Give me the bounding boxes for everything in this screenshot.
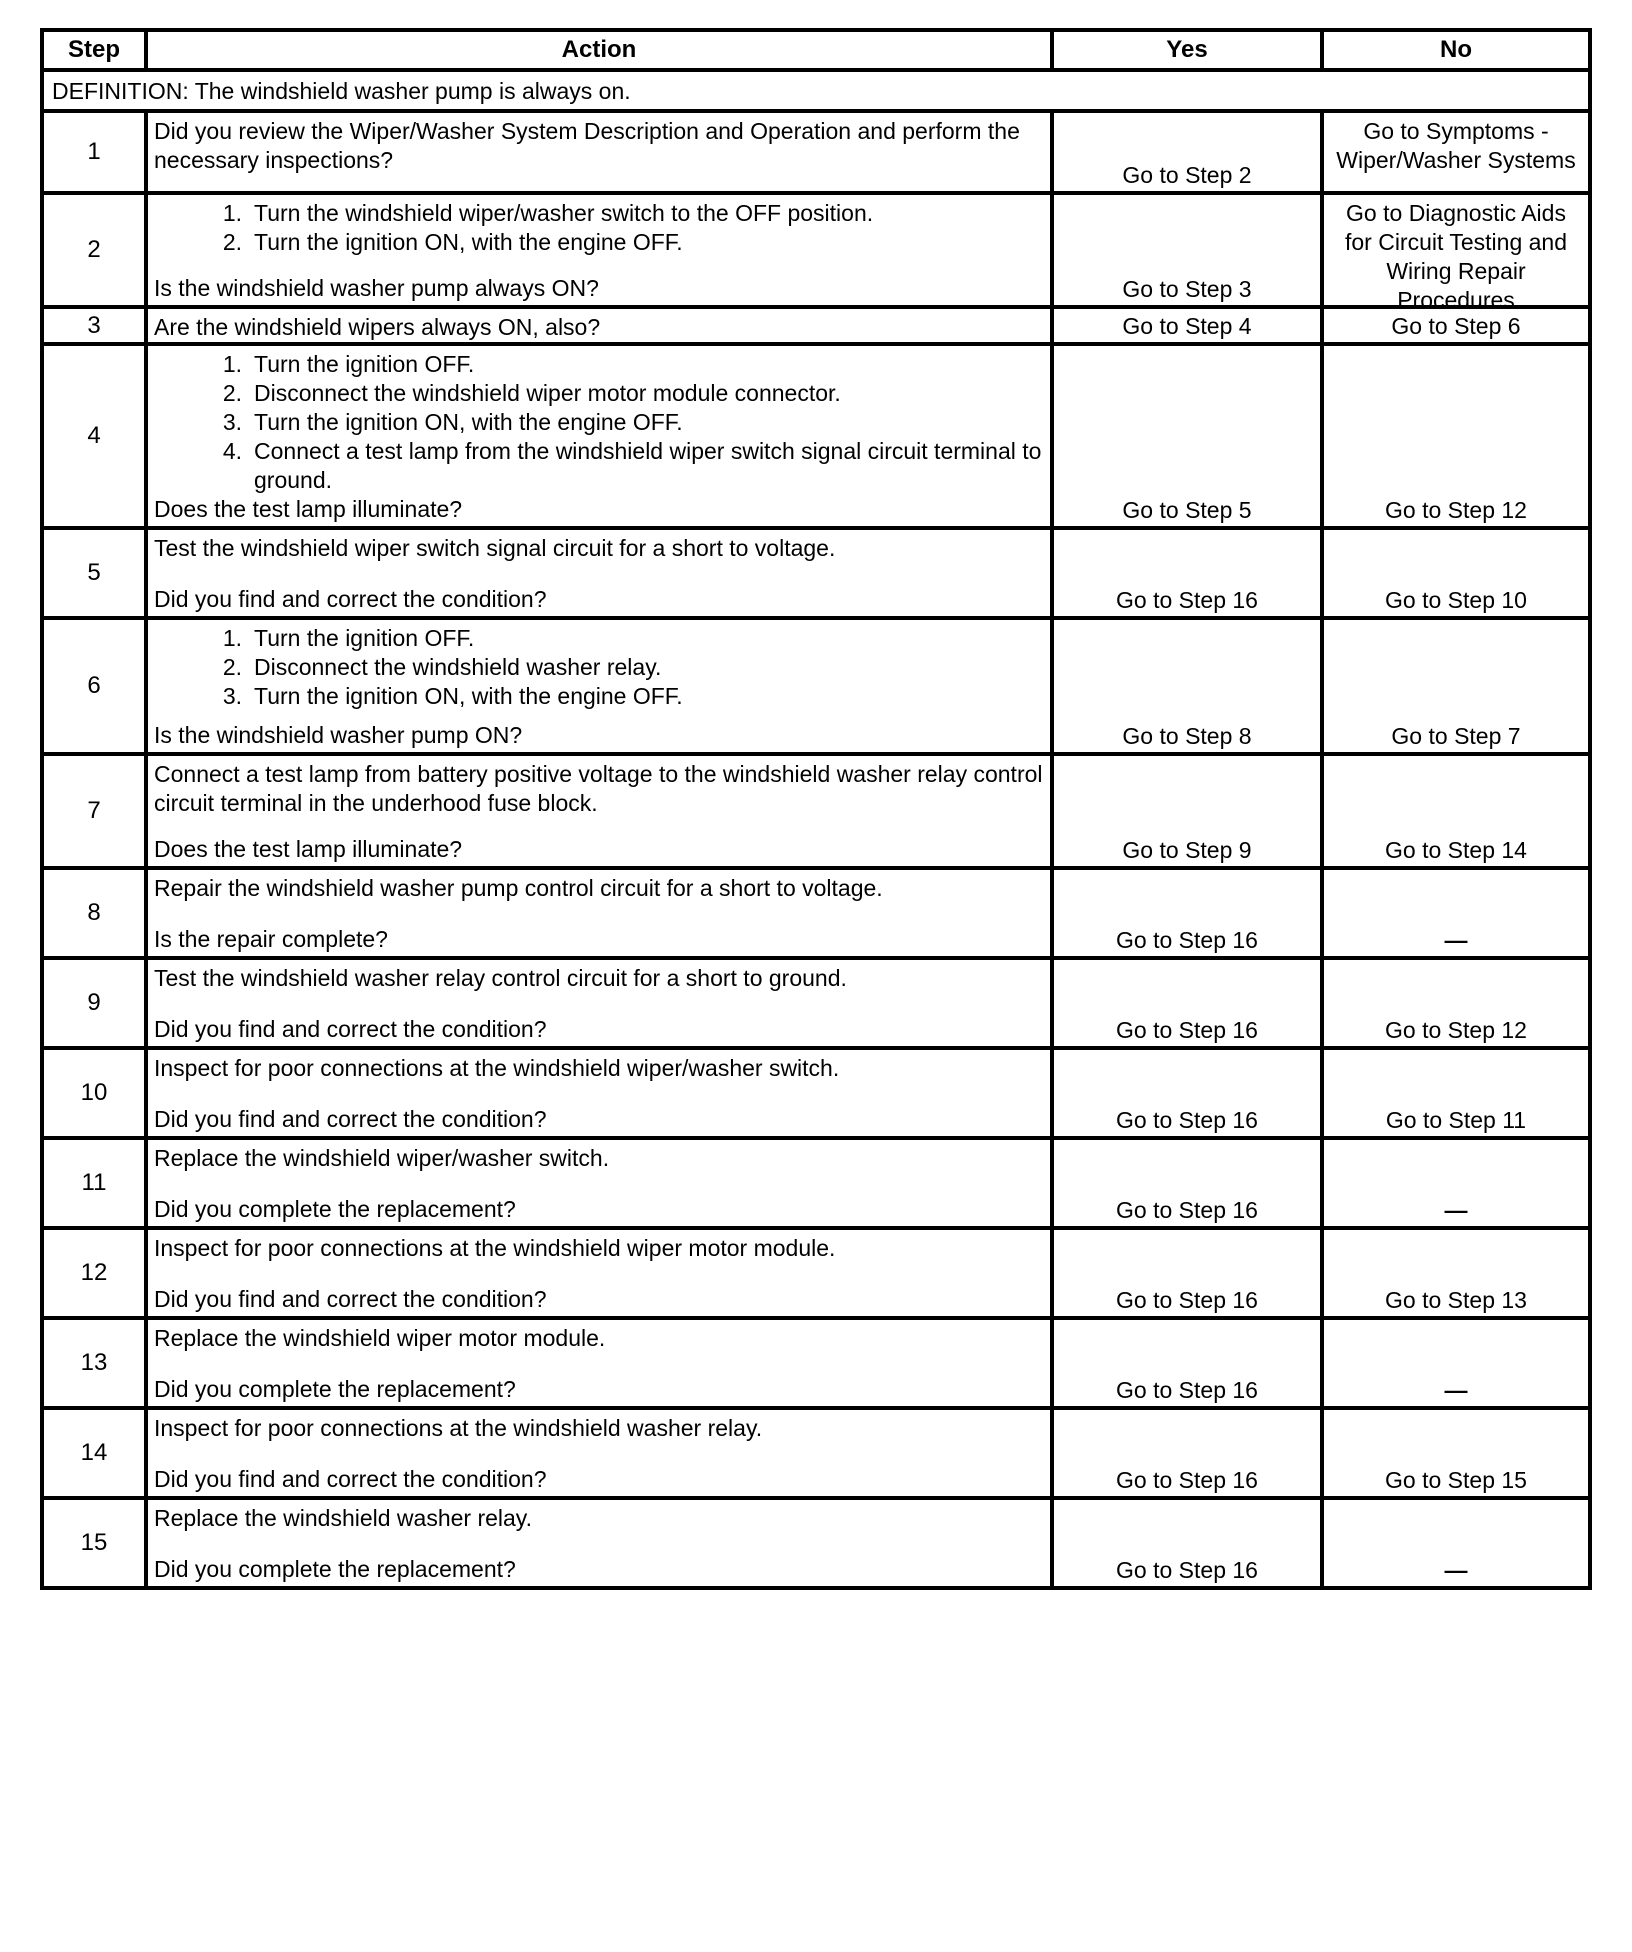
step-number: 15 xyxy=(42,1498,146,1588)
diagnostic-table xyxy=(40,28,1592,1590)
action-text: Inspect for poor connections at the windshield wiper motor module. xyxy=(154,1235,836,1261)
action-cell xyxy=(146,111,1052,193)
step-number: 1 xyxy=(42,111,146,193)
action-question: Is the repair complete? xyxy=(154,926,388,952)
no-answer: Go to Step 14 xyxy=(1385,837,1527,863)
yes-cell xyxy=(1052,754,1322,868)
action-question: Does the test lamp illuminate? xyxy=(154,836,463,862)
action-cell xyxy=(146,958,1052,1048)
yes-answer: Go to Step 16 xyxy=(1116,1107,1258,1133)
yes-answer: Go to Step 4 xyxy=(1122,313,1252,339)
action-cell xyxy=(146,307,1052,344)
action-question: Does the test lamp illuminate? xyxy=(154,496,463,522)
action-text: Test the windshield wiper switch signal circuit for a short to voltage. xyxy=(154,535,836,561)
step-number: 11 xyxy=(42,1138,146,1228)
table-row xyxy=(42,1228,1590,1318)
step-number: 2 xyxy=(42,193,146,307)
step-number: 6 xyxy=(42,618,146,754)
list-item-number: 2. xyxy=(222,654,242,680)
list-item-text: Disconnect the windshield washer relay. xyxy=(254,654,662,680)
yes-cell xyxy=(1052,1498,1322,1588)
definition-row xyxy=(42,70,1590,111)
table-row xyxy=(42,1498,1590,1588)
yes-answer: Go to Step 16 xyxy=(1116,1287,1258,1313)
action-cell xyxy=(146,528,1052,618)
yes-cell xyxy=(1052,1228,1322,1318)
no-answer: Go to Symptoms - Wiper/Washer Systems xyxy=(1336,118,1576,173)
no-cell xyxy=(1322,868,1590,958)
action-question: Did you complete the replacement? xyxy=(154,1376,516,1402)
action-cell xyxy=(146,1408,1052,1498)
list-item xyxy=(210,682,1044,711)
no-cell xyxy=(1322,344,1590,528)
header-step: Step xyxy=(42,30,146,70)
table-row xyxy=(42,958,1590,1048)
yes-answer: Go to Step 16 xyxy=(1116,587,1258,613)
yes-cell xyxy=(1052,528,1322,618)
action-question: Did you find and correct the condition? xyxy=(154,586,547,612)
action-cell xyxy=(146,344,1052,528)
yes-cell xyxy=(1052,868,1322,958)
header-row xyxy=(42,30,1590,70)
no-cell xyxy=(1322,193,1590,313)
yes-answer: Go to Step 16 xyxy=(1116,1467,1258,1493)
action-question: Is the windshield washer pump ON? xyxy=(154,722,523,748)
no-cell xyxy=(1322,1498,1590,1588)
yes-answer: Go to Step 16 xyxy=(1116,927,1258,953)
header-yes: Yes xyxy=(1052,30,1322,70)
no-cell xyxy=(1322,1228,1590,1318)
yes-answer: Go to Step 3 xyxy=(1122,276,1252,302)
yes-cell xyxy=(1052,1408,1322,1498)
no-answer: Go to Step 11 xyxy=(1385,1107,1527,1133)
no-cell xyxy=(1322,111,1590,193)
no-answer: — xyxy=(1444,927,1468,953)
action-cell xyxy=(146,1138,1052,1228)
list-item xyxy=(210,379,1044,408)
yes-answer: Go to Step 8 xyxy=(1122,723,1252,749)
header-action: Action xyxy=(146,30,1052,70)
yes-cell xyxy=(1052,111,1322,193)
list-item xyxy=(210,199,1044,228)
step-number: 5 xyxy=(42,528,146,618)
yes-cell xyxy=(1052,618,1322,754)
table-row xyxy=(42,618,1590,754)
list-item-text: Turn the windshield wiper/washer switch to the OFF position. xyxy=(254,200,874,226)
no-cell xyxy=(1322,1318,1590,1408)
yes-cell xyxy=(1052,958,1322,1048)
step-number: 13 xyxy=(42,1318,146,1408)
yes-answer: Go to Step 16 xyxy=(1116,1197,1258,1223)
action-question: Did you complete the replacement? xyxy=(154,1556,516,1582)
yes-answer: Go to Step 16 xyxy=(1116,1017,1258,1043)
step-number: 3 xyxy=(42,307,146,344)
step-number: 14 xyxy=(42,1408,146,1498)
no-answer: Go to Diagnostic Aids for Circuit Testing and Wiring Repair Procedures xyxy=(1344,200,1567,313)
no-answer: Go to Step 12 xyxy=(1385,1017,1527,1043)
no-answer: — xyxy=(1444,1377,1468,1403)
action-cell xyxy=(146,1318,1052,1408)
action-question: Did you complete the replacement? xyxy=(154,1196,516,1222)
list-item-number: 2. xyxy=(222,229,242,255)
action-text: Replace the windshield washer relay. xyxy=(154,1505,532,1531)
list-item xyxy=(210,228,1044,257)
no-answer: Go to Step 10 xyxy=(1385,587,1527,613)
no-cell xyxy=(1322,1408,1590,1498)
yes-answer: Go to Step 9 xyxy=(1122,837,1252,863)
action-text: Inspect for poor connections at the windshield wiper/washer switch. xyxy=(154,1055,840,1081)
action-question: Did you find and correct the condition? xyxy=(154,1106,547,1132)
yes-cell xyxy=(1052,193,1322,307)
no-answer: — xyxy=(1444,1557,1468,1583)
list-item-number: 3. xyxy=(222,683,242,709)
action-text: Did you review the Wiper/Washer System Description and Operation and perform the necessary inspections? xyxy=(154,118,1020,173)
step-number: 12 xyxy=(42,1228,146,1318)
list-item-number: 3. xyxy=(222,409,242,435)
step-rows xyxy=(42,111,1590,1588)
no-cell xyxy=(1322,307,1590,344)
action-cell xyxy=(146,618,1052,754)
table-row xyxy=(42,193,1590,307)
list-item-number: 1. xyxy=(222,351,242,377)
action-question: Is the windshield washer pump always ON? xyxy=(154,275,599,301)
action-text: Test the windshield washer relay control circuit for a short to ground. xyxy=(154,965,847,991)
no-cell xyxy=(1322,528,1590,618)
list-item xyxy=(210,350,1044,379)
action-text: Connect a test lamp from battery positive voltage to the windshield washer relay control circuit terminal in the underhood fuse block. xyxy=(154,761,1043,816)
list-item-number: 4. xyxy=(222,438,242,464)
step-number: 9 xyxy=(42,958,146,1048)
yes-cell xyxy=(1052,1048,1322,1138)
list-item-text: Turn the ignition ON, with the engine OFF. xyxy=(254,229,683,255)
list-item xyxy=(210,437,1044,495)
no-answer: — xyxy=(1444,1197,1468,1223)
header-no: No xyxy=(1322,30,1590,70)
table-row xyxy=(42,344,1590,528)
list-item xyxy=(210,408,1044,437)
action-question: Did you find and correct the condition? xyxy=(154,1016,547,1042)
action-cell xyxy=(146,754,1052,868)
action-cell xyxy=(146,1498,1052,1588)
no-cell xyxy=(1322,1048,1590,1138)
no-answer: Go to Step 13 xyxy=(1385,1287,1527,1313)
action-cell xyxy=(146,193,1052,307)
yes-answer: Go to Step 16 xyxy=(1116,1557,1258,1583)
no-cell xyxy=(1322,958,1590,1048)
table-row xyxy=(42,754,1590,868)
yes-cell xyxy=(1052,307,1322,344)
list-item-text: Turn the ignition ON, with the engine OFF. xyxy=(254,409,683,435)
list-item-text: Turn the ignition ON, with the engine OFF. xyxy=(254,683,683,709)
step-number: 7 xyxy=(42,754,146,868)
step-number: 8 xyxy=(42,868,146,958)
no-cell xyxy=(1322,754,1590,868)
table-row xyxy=(42,1318,1590,1408)
action-text: Repair the windshield washer pump control circuit for a short to voltage. xyxy=(154,875,883,901)
table-row xyxy=(42,111,1590,193)
yes-cell xyxy=(1052,1318,1322,1408)
step-number: 10 xyxy=(42,1048,146,1138)
list-item-text: Turn the ignition OFF. xyxy=(254,625,475,651)
list-item-text: Disconnect the windshield wiper motor module connector. xyxy=(254,380,841,406)
yes-answer: Go to Step 16 xyxy=(1116,1377,1258,1403)
list-item-number: 2. xyxy=(222,380,242,406)
list-item-number: 1. xyxy=(222,200,242,226)
no-cell xyxy=(1322,1138,1590,1228)
definition-text: DEFINITION: The windshield washer pump is always on. xyxy=(42,70,1590,111)
no-cell xyxy=(1322,618,1590,754)
table-row xyxy=(42,1408,1590,1498)
action-text: Are the windshield wipers always ON, also? xyxy=(154,314,601,340)
step-number: 4 xyxy=(42,344,146,528)
action-cell xyxy=(146,1228,1052,1318)
list-item-text: Turn the ignition OFF. xyxy=(254,351,475,377)
list-item-number: 1. xyxy=(222,625,242,651)
yes-cell xyxy=(1052,1138,1322,1228)
table-row xyxy=(42,1138,1590,1228)
action-text: Inspect for poor connections at the windshield washer relay. xyxy=(154,1415,763,1441)
action-text: Replace the windshield wiper motor module. xyxy=(154,1325,606,1351)
no-answer: Go to Step 15 xyxy=(1385,1467,1527,1493)
yes-answer: Go to Step 2 xyxy=(1122,162,1252,188)
diagnostic-table-sheet xyxy=(40,28,1588,1590)
action-steps-list xyxy=(154,350,1044,495)
table-row xyxy=(42,528,1590,618)
list-item xyxy=(210,624,1044,653)
action-cell xyxy=(146,868,1052,958)
table-row xyxy=(42,307,1590,344)
list-item-text: Connect a test lamp from the windshield wiper switch signal circuit terminal to ground. xyxy=(254,438,1042,493)
yes-answer: Go to Step 5 xyxy=(1122,497,1252,523)
action-question: Did you find and correct the condition? xyxy=(154,1466,547,1492)
action-steps-list xyxy=(154,624,1044,711)
action-text: Replace the windshield wiper/washer switch. xyxy=(154,1145,610,1171)
action-cell xyxy=(146,1048,1052,1138)
no-answer: Go to Step 6 xyxy=(1391,313,1521,339)
table-row xyxy=(42,868,1590,958)
list-item xyxy=(210,653,1044,682)
action-question: Did you find and correct the condition? xyxy=(154,1286,547,1312)
action-steps-list xyxy=(154,199,1044,257)
no-answer: Go to Step 12 xyxy=(1385,497,1527,523)
no-answer: Go to Step 7 xyxy=(1391,723,1521,749)
table-row xyxy=(42,1048,1590,1138)
yes-cell xyxy=(1052,344,1322,528)
